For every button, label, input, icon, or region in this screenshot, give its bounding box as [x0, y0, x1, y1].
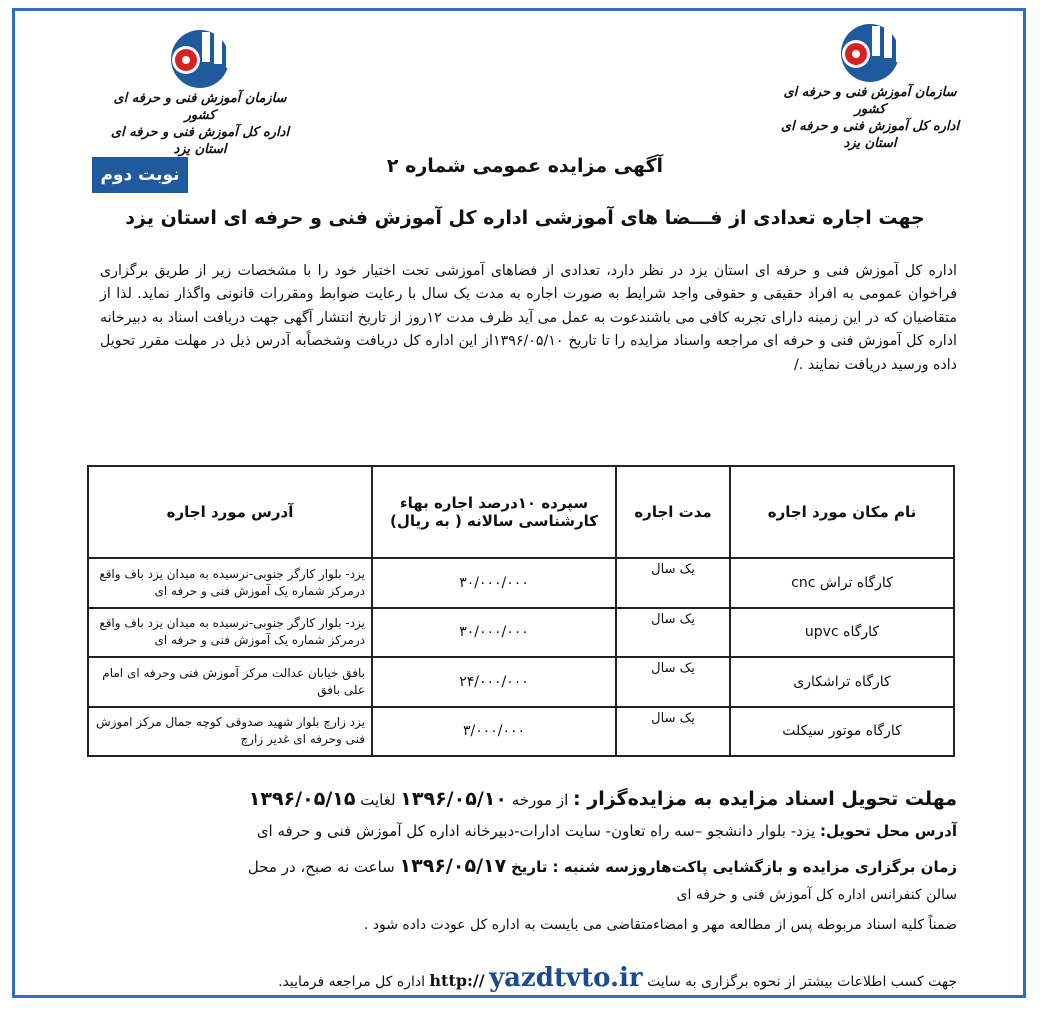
- footer-line: [97, 963, 957, 993]
- table-row: [88, 657, 954, 707]
- website-domain: yazdtvto.ir: [489, 963, 643, 993]
- cell-duration: یک سال: [616, 707, 730, 757]
- deadline-label: مهلت تحویل اسناد مزایده به مزایده‌گزار :: [573, 788, 957, 810]
- org-logo-left: [100, 28, 300, 158]
- tvto-logo-icon: [162, 28, 238, 90]
- delivery-line: [97, 822, 957, 840]
- table-row: [88, 608, 954, 658]
- opening-label: زمان برگزاری مزایده و بازگشایی پاکت‌هاروزسه شنبه : تاریخ: [510, 858, 957, 876]
- cell-address: بافق خیابان عدالت مرکز آموزش فنی وحرفه ای امام علی بافق: [88, 657, 372, 707]
- cell-deposit: ۳۰/۰۰۰/۰۰۰: [372, 558, 616, 608]
- deadline-line: [97, 788, 957, 810]
- org-logo-right: [770, 22, 970, 152]
- org-name-line2: اداره کل آموزش فنی و حرفه ای استان یزد: [780, 119, 960, 151]
- cell-duration: یک سال: [616, 608, 730, 658]
- delivery-label: آدرس محل تحویل:: [820, 822, 957, 840]
- cell-duration: یک سال: [616, 657, 730, 707]
- cell-address: یزد- بلوار کارگر جنوبی-نرسیده به میدان یزد باف واقع درمرکز شماره یک آموزش فنی و حرفه ای: [88, 608, 372, 658]
- cell-name: کارگاه موتور سیکلت: [730, 707, 954, 757]
- deadline-date-to: ۱۳۹۶/۰۵/۱۵: [248, 788, 356, 810]
- org-name-line2: اداره کل آموزش فنی و حرفه ای استان یزد: [110, 125, 290, 157]
- cell-name: کارگاه تراش cnc: [730, 558, 954, 608]
- notice-subtitle: جهت اجاره تعدادی از فـــضا های آموزشی اداره کل آموزش فنی و حرفه ای استان یزد: [125, 207, 925, 229]
- header-name: نام مکان مورد اجاره: [730, 466, 954, 558]
- footer-before: جهت کسب اطلاعات بیشتر از نحوه برگزاری به سایت: [647, 974, 957, 990]
- table-row: [88, 707, 954, 757]
- deadline-from-word: از مورخه: [511, 791, 569, 809]
- deadline-to-word: لغایت: [360, 791, 396, 809]
- website-http: http://: [429, 971, 485, 990]
- deadline-date-from: ۱۳۹۶/۰۵/۱۰: [400, 788, 507, 810]
- footer-after: اداره کل مراجعه فرمایید.: [278, 974, 425, 990]
- cell-name: کارگاه upvc: [730, 608, 954, 658]
- notice-body: اداره کل آموزش فنی و حرفه ای استان یزد در نظر دارد، تعدادی از فضاهای آموزشی تحت اختیار خود را با مشخصات زیر از طریق برگزاری فراخوان عمومی به افراد حقیقی و حقوقی واجد شرایط به صورت اجاره به مدت یک سال با رعایت ضوابط ومقررات قانونی واگذار نماید. لذا از متقاضیان که در این زمینه دارای تجربه کافی می باشندعوت به عمل می آید ظرف مدت ۱۲روز از تاریخ انتشار آگهی جهت دریافت اسناد به دبیرخانه اداره کل آموزش فنی و حرفه ای مراجعه واسناد مزایده را تا تاریخ ۱۳۹۶/۰۵/۱۰از این اداره کل دریافت وشخصاًبه آدرس ذیل در مهلت مقرر تحویل داده ورسید دریافت نمایند ./: [100, 263, 958, 373]
- header-duration: مدت اجاره: [616, 466, 730, 558]
- cell-address: یزد- بلوار کارگر جنوبی-نرسیده به میدان یزد باف واقع درمرکز شماره یک آموزش فنی و حرفه ای: [88, 558, 372, 608]
- cell-deposit: ۲۴/۰۰۰/۰۰۰: [372, 657, 616, 707]
- header-address: آدرس مورد اجاره: [88, 466, 372, 558]
- tvto-logo-icon: [832, 22, 908, 84]
- cell-address: یزد زارچ بلوار شهید صدوقی کوچه جمال مرکز اموزش فنی وحرفه ای غدیر زارچ: [88, 707, 372, 757]
- table-header-row: [88, 466, 954, 558]
- table-row: [88, 558, 954, 608]
- cell-duration: یک سال: [616, 558, 730, 608]
- org-name-line1: سازمان آموزش فنی و حرفه ای کشور: [113, 91, 287, 123]
- cell-name: کارگاه تراشکاری: [730, 657, 954, 707]
- notice-note: ضمناً کلیه اسناد مربوطه پس از مطالعه مهر و امضاءمتقاضی می بایست به اداره کل عودت داده شود .: [363, 917, 957, 933]
- opening-venue: سالن کنفرانس اداره کل آموزش فنی و حرفه ای: [676, 887, 957, 903]
- cell-deposit: ۳/۰۰۰/۰۰۰: [372, 707, 616, 757]
- opening-line: [97, 854, 957, 879]
- delivery-address: یزد- بلوار دانشجو –سه راه تعاون- سایت ادارات-دبیرخانه اداره کل آموزش فنی و حرفه ای: [256, 822, 816, 840]
- org-name-line1: سازمان آموزش فنی و حرفه ای کشور: [783, 85, 957, 117]
- round-badge: نوبت دوم: [92, 157, 188, 193]
- opening-time: ساعت نه صبح، در محل: [247, 858, 395, 876]
- cell-deposit: ۳۰/۰۰۰/۰۰۰: [372, 608, 616, 658]
- header-deposit: سپرده ۱۰درصد اجاره بهاء کارشناسی سالانه ( به ریال): [372, 466, 616, 558]
- website-link[interactable]: [429, 963, 643, 993]
- opening-date: ۱۳۹۶/۰۵/۱۷: [399, 855, 507, 877]
- notice-title: آگهی مزایده عمومی شماره ۲: [386, 155, 664, 177]
- lease-table: [87, 465, 955, 757]
